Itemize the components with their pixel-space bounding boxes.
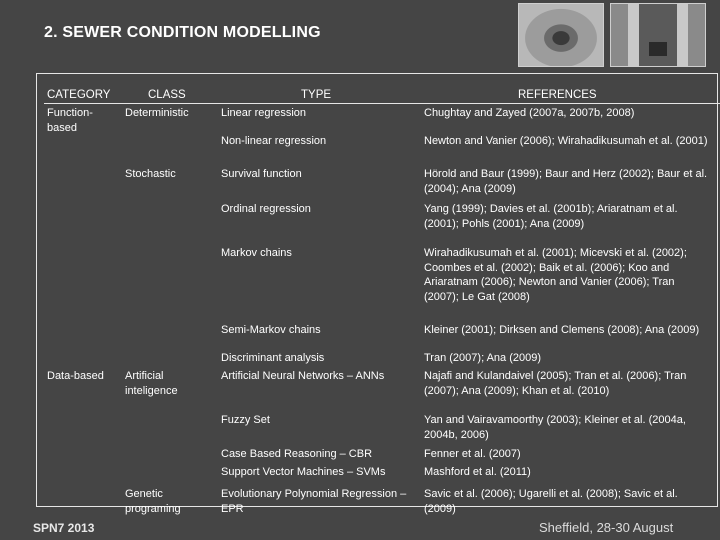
class-artificial-intelligence: Artificial inteligence (125, 370, 178, 397)
type-survival-function: Survival function (221, 168, 302, 180)
type-markov-chains: Markov chains (221, 247, 292, 259)
type-case-based-reasoning: Case Based Reasoning – CBR (221, 448, 373, 460)
type-artificial-neural-networks: Artificial Neural Networks – ANNs (221, 370, 385, 382)
refs-ordinal-regression: Yang (1999); Davies et al. (2001b); Ariaratnam et al. (2001); Pohls (2001); Ana (2009) (424, 203, 678, 230)
type-ordinal-regression: Ordinal regression (221, 203, 311, 215)
pipe-opening-photo (518, 3, 604, 67)
refs-artificial-neural-networks: Najafi and Kulandaivel (2005); Tran et al. (2006); Tran (2007); Ana (2009); Khan et al. (2010) (424, 370, 687, 397)
header-divider (44, 103, 720, 104)
refs-evolutionary-polynomial-regression: Savic et al. (2006); Ugarelli et al. (2008); Savic et al. (2009) (424, 488, 678, 515)
type-semi-markov-chains: Semi-Markov chains (221, 324, 321, 336)
refs-markov-chains: Wirahadikusumah et al. (2001); Micevski et al. (2002); Coombes et al. (2002); Baik et al. (2006); Koo and Ariaratnam (2006); Newton and Vanier (2006); Tran (2007); Le Gat (2008) (424, 247, 687, 303)
table-left-border (36, 73, 37, 507)
class-deterministic: Deterministic (125, 107, 189, 119)
refs-survival-function: Hörold and Baur (1999); Baur and Herz (2002); Baur et al. (2004); Ana (2009) (424, 168, 708, 195)
category-function-based: Function-based (47, 107, 93, 134)
type-evolutionary-polynomial-regression: Evolutionary Polynomial Regression – EPR (221, 488, 407, 515)
header-type: TYPE (301, 89, 332, 101)
type-fuzzy-set: Fuzzy Set (221, 414, 270, 426)
table-top-border (36, 73, 718, 74)
sewer-channel-photo (610, 3, 706, 67)
refs-linear-regression: Chughtay and Zayed (2007a, 2007b, 2008) (424, 107, 635, 119)
class-stochastic: Stochastic (125, 168, 176, 180)
header-category: CATEGORY (47, 89, 111, 101)
refs-discriminant-analysis: Tran (2007); Ana (2009) (424, 352, 541, 364)
type-non-linear-regression: Non-linear regression (221, 135, 327, 147)
refs-non-linear-regression: Newton and Vanier (2006); Wirahadikusumah et al. (2001) (424, 135, 708, 147)
slide-title: 2. SEWER CONDITION MODELLING (44, 24, 321, 41)
type-discriminant-analysis: Discriminant analysis (221, 352, 325, 364)
header-class: CLASS (148, 89, 186, 101)
type-linear-regression: Linear regression (221, 107, 306, 119)
category-data-based: Data-based (47, 370, 104, 382)
footer-location-date: Sheffield, 28-30 August (539, 520, 674, 535)
refs-case-based-reasoning: Fenner et al. (2007) (424, 448, 521, 460)
footer-conference-label: SPN7 2013 (33, 521, 95, 535)
type-support-vector-machines: Support Vector Machines – SVMs (221, 466, 386, 478)
header-references: REFERENCES (518, 89, 597, 101)
refs-fuzzy-set: Yan and Vairavamoorthy (2003); Kleiner et al. (2004a, 2004b, 2006) (424, 414, 686, 441)
class-genetic-programming: Genetic programing (125, 488, 181, 515)
table-right-border (717, 73, 718, 507)
refs-semi-markov-chains: Kleiner (2001); Dirksen and Clemens (2008); Ana (2009) (424, 324, 700, 336)
refs-support-vector-machines: Mashford et al. (2011) (424, 466, 531, 478)
